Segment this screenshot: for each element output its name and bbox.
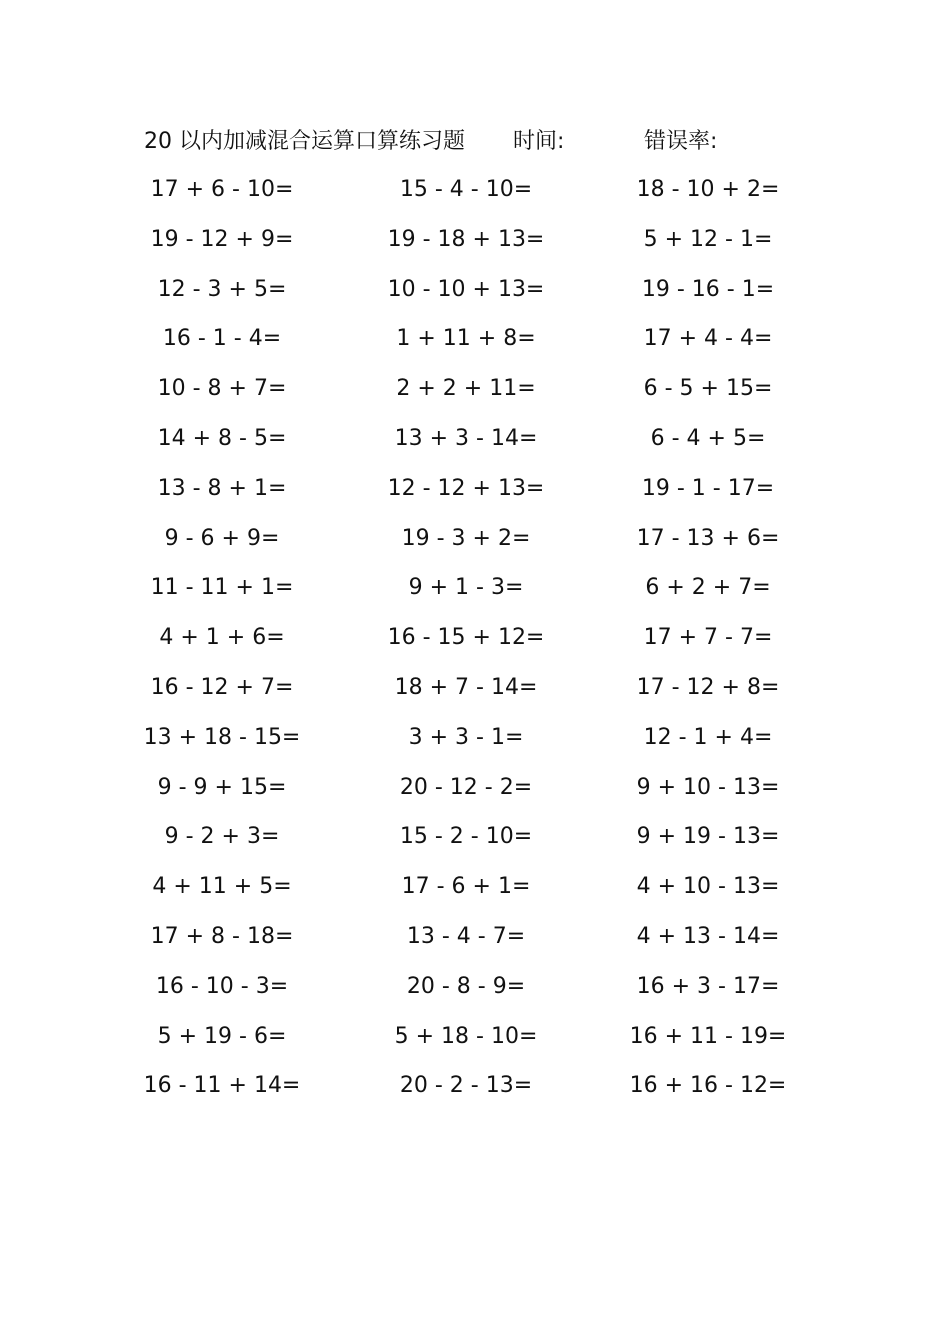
error-rate-label: 错误率:: [644, 129, 718, 154]
problem-item: 19 - 12 + 9=: [150, 226, 294, 252]
problem-item: 16 + 16 - 12=: [629, 1073, 787, 1099]
problem-item: 17 + 4 - 4=: [643, 326, 773, 352]
problem-item: 17 + 7 - 7=: [643, 625, 773, 651]
problem-item: 16 - 10 - 3=: [155, 973, 289, 999]
problem-item: 16 - 11 + 14=: [143, 1073, 301, 1099]
problem-item: 18 + 7 - 14=: [394, 674, 538, 700]
problem-item: 15 - 2 - 10=: [399, 824, 533, 850]
problem-item: 5 + 12 - 1=: [643, 226, 773, 252]
problem-item: 16 - 15 + 12=: [387, 625, 545, 651]
problem-item: 13 - 4 - 7=: [406, 923, 526, 949]
problem-item: 17 + 6 - 10=: [150, 177, 294, 202]
problem-row: [0, 421, 950, 471]
problem-row: [0, 770, 950, 820]
problem-row: [0, 670, 950, 720]
problem-row: [0, 570, 950, 620]
time-label: 时间:: [513, 129, 565, 154]
problem-row: [0, 272, 950, 322]
problem-item: 4 + 11 + 5=: [152, 874, 292, 900]
problem-item: 13 + 18 - 15=: [143, 724, 301, 750]
problem-item: 19 - 16 - 1=: [641, 276, 775, 302]
problem-item: 16 - 1 - 4=: [162, 326, 282, 352]
problem-row: [0, 321, 950, 371]
problem-item: 20 - 2 - 13=: [399, 1073, 533, 1099]
problem-item: 19 - 18 + 13=: [387, 226, 545, 252]
problem-item: 9 - 6 + 9=: [164, 525, 280, 551]
worksheet-header: [144, 124, 844, 160]
problem-item: 12 - 12 + 13=: [387, 475, 545, 501]
problem-row: [0, 1019, 950, 1069]
problem-item: 9 + 19 - 13=: [636, 824, 780, 850]
problem-row: [0, 1068, 950, 1118]
problem-item: 4 + 13 - 14=: [636, 923, 780, 949]
problem-item: 17 - 13 + 6=: [636, 525, 780, 551]
problem-item: 12 - 3 + 5=: [157, 276, 287, 302]
problem-item: 17 - 6 + 1=: [401, 874, 531, 900]
problem-item: 6 - 4 + 5=: [650, 425, 766, 451]
problem-row: [0, 620, 950, 670]
problem-item: 6 - 5 + 15=: [643, 376, 773, 402]
problem-row: [0, 969, 950, 1019]
problem-item: 9 - 2 + 3=: [164, 824, 280, 850]
problem-item: 20 - 12 - 2=: [399, 774, 533, 800]
problem-row: [0, 819, 950, 869]
problem-row: [0, 222, 950, 272]
problem-item: 17 - 12 + 8=: [636, 674, 780, 700]
problem-row: [0, 471, 950, 521]
problem-item: 16 - 12 + 7=: [150, 674, 294, 700]
problem-grid: [0, 172, 950, 1118]
problem-item: 2 + 2 + 11=: [396, 376, 536, 402]
problem-item: 11 - 11 + 1=: [150, 575, 294, 601]
problem-item: 18 - 10 + 2=: [636, 177, 780, 202]
problem-item: 3 + 3 - 1=: [408, 724, 524, 750]
problem-item: 16 + 3 - 17=: [636, 973, 780, 999]
problem-item: 6 + 2 + 7=: [645, 575, 771, 601]
problem-item: 16 + 11 - 19=: [629, 1023, 787, 1049]
problem-item: 12 - 1 + 4=: [643, 724, 773, 750]
problem-item: 5 + 19 - 6=: [157, 1023, 287, 1049]
problem-item: 13 - 8 + 1=: [157, 475, 287, 501]
problem-item: 20 - 8 - 9=: [406, 973, 526, 999]
problem-item: 4 + 10 - 13=: [636, 874, 780, 900]
problem-item: 5 + 18 - 10=: [394, 1023, 538, 1049]
problem-item: 1 + 11 + 8=: [396, 326, 536, 352]
problem-item: 19 - 1 - 17=: [641, 475, 775, 501]
problem-row: [0, 521, 950, 571]
problem-row: [0, 371, 950, 421]
problem-item: 9 - 9 + 15=: [157, 774, 287, 800]
problem-item: 9 + 1 - 3=: [408, 575, 524, 601]
problem-item: 10 - 8 + 7=: [157, 376, 287, 402]
problem-item: 15 - 4 - 10=: [399, 177, 533, 202]
problem-item: 10 - 10 + 13=: [387, 276, 545, 302]
worksheet-title: 20 以内加减混合运算口算练习题: [144, 129, 465, 154]
problem-item: 13 + 3 - 14=: [394, 425, 538, 451]
problem-row: [0, 172, 950, 222]
problem-row: [0, 919, 950, 969]
problem-item: 14 + 8 - 5=: [157, 425, 287, 451]
problem-item: 4 + 1 + 6=: [159, 625, 285, 651]
problem-row: [0, 869, 950, 919]
problem-row: [0, 720, 950, 770]
problem-item: 9 + 10 - 13=: [636, 774, 780, 800]
problem-item: 19 - 3 + 2=: [401, 525, 531, 551]
problem-item: 17 + 8 - 18=: [150, 923, 294, 949]
